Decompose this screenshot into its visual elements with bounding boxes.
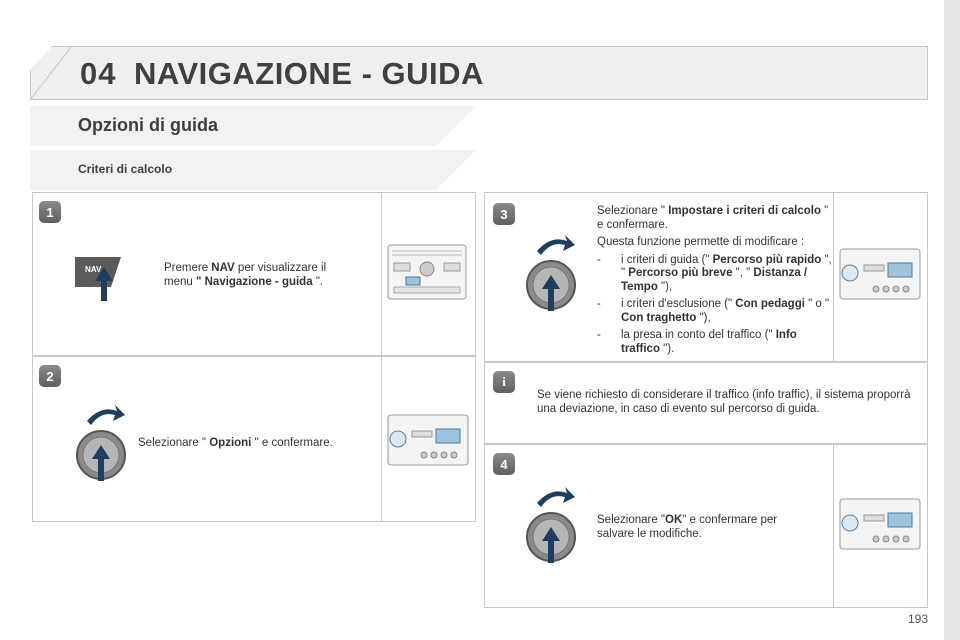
radio-image-cell: [833, 193, 927, 361]
chapter-title: NAVIGAZIONE - GUIDA: [134, 56, 484, 91]
car-radio-icon: [836, 245, 926, 305]
step-badge-1: 1: [39, 201, 61, 223]
step-4-panel: [484, 444, 928, 608]
radio-image-cell: [381, 357, 475, 521]
step-3-text: [597, 205, 833, 356]
step-3-intro: Selezionare " Impostare i criteri di calcolo " e confermare.: [597, 205, 829, 231]
radio-image-cell: [381, 193, 475, 355]
list-item: - i criteri d'esclusione (" Con pedaggi " o " Con traghetto "),: [597, 298, 830, 324]
step-3-description: Questa funzione permette di modificare :: [597, 236, 805, 248]
step-1-text: Premere NAV per visualizzare il menu " Navigazione - guida ".: [164, 262, 327, 288]
title-bar-diagonal: [0, 0, 960, 110]
info-badge: i: [493, 371, 515, 393]
step-badge-4: 4: [493, 453, 515, 475]
step-4-text: Selezionare "OK" e confermare per salvare le modifiche.: [597, 514, 778, 540]
rotary-knob-icon: [517, 231, 587, 321]
car-radio-icon: [384, 411, 474, 471]
car-radio-icon: [836, 495, 926, 555]
car-radio-icon: [384, 239, 474, 309]
radio-image-cell: [833, 445, 927, 607]
nav-button-label: NAV: [85, 265, 102, 274]
step-badge-2: 2: [39, 365, 61, 387]
chapter-number: 04: [80, 56, 117, 91]
subsection-title: Criteri di calcolo: [78, 162, 173, 176]
step-3-panel: [484, 192, 928, 362]
step-badge-3: 3: [493, 203, 515, 225]
nav-button-icon: [71, 245, 141, 315]
step-2-panel: [32, 356, 476, 522]
rotary-knob-icon: [517, 483, 587, 573]
list-item: - la presa in conto del traffico (" Info traffico ").: [597, 329, 797, 355]
page-number: 193: [908, 612, 929, 626]
section-title: Opzioni di guida: [78, 115, 218, 135]
step-2-text: Selezionare " Opzioni " e confermare.: [138, 437, 333, 449]
info-text: Se viene richiesto di considerare il traffico (info traffic), il sistema proporrà una deviazione, in caso di evento sul percorso di guida.: [537, 389, 911, 415]
step-1-panel: [32, 192, 476, 356]
rotary-knob-icon: [67, 401, 137, 491]
list-item: - i criteri di guida (" Percorso più rapido ", " Percorso più breve ", " Distanza / Tempo "),: [597, 253, 832, 293]
info-panel: [484, 362, 928, 444]
criteria-list: [597, 254, 833, 357]
